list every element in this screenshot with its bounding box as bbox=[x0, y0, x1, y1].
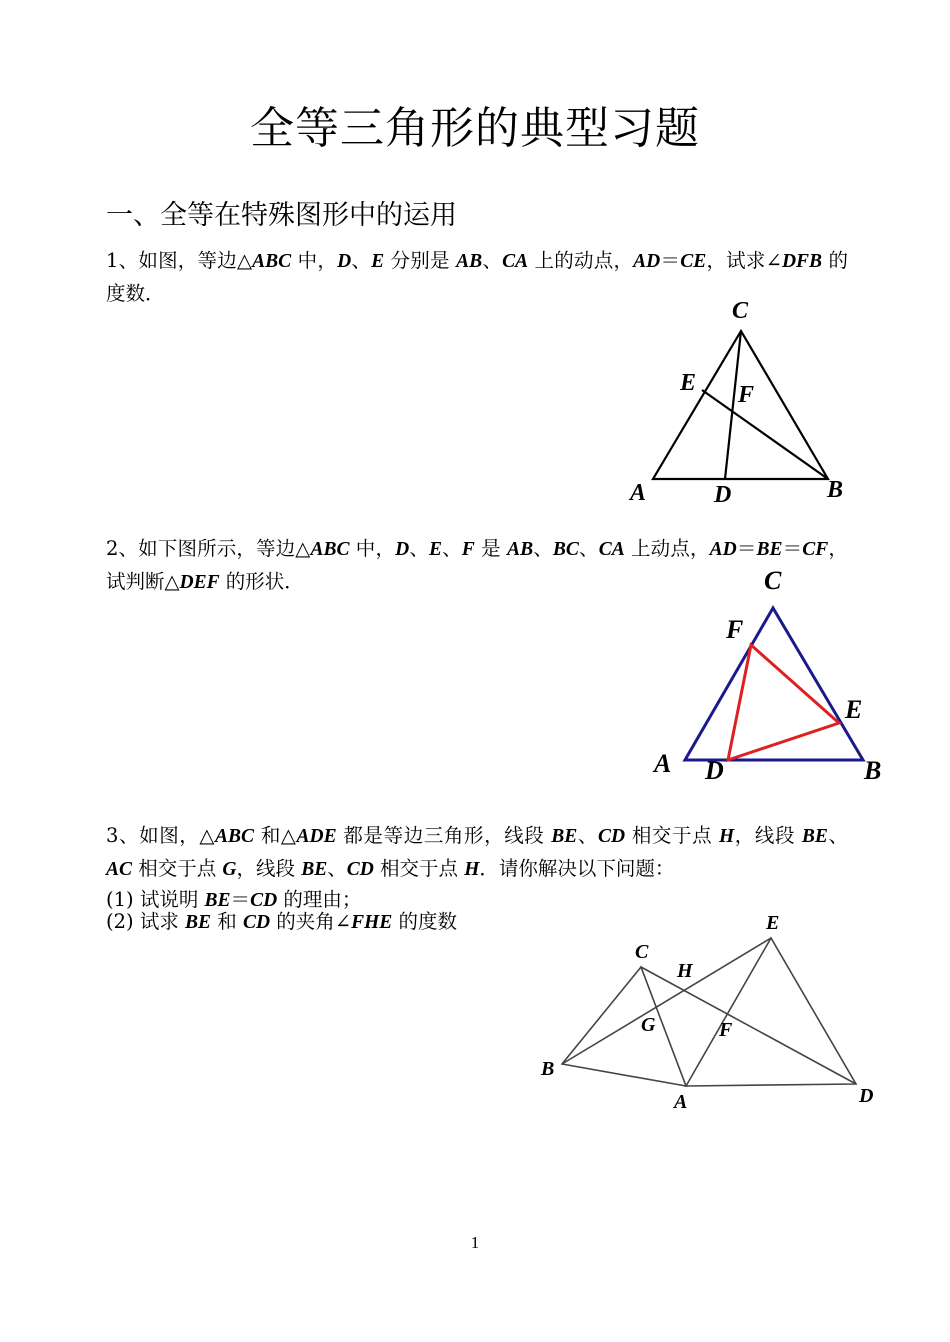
label-e: E bbox=[845, 695, 863, 724]
segment-cd bbox=[641, 967, 856, 1084]
label-b: B bbox=[827, 477, 844, 503]
label-a: A bbox=[630, 480, 647, 506]
section-heading: 一、全等在特殊图形中的运用 bbox=[106, 200, 457, 231]
problem-3-figure bbox=[535, 905, 895, 1120]
triangle-def bbox=[728, 645, 839, 760]
problem-1-figure bbox=[620, 290, 860, 515]
label-e: E bbox=[766, 912, 780, 934]
label-d: D bbox=[705, 756, 724, 785]
label-c: C bbox=[764, 566, 782, 595]
label-d: D bbox=[859, 1085, 874, 1107]
problem-1-text: 1、如图，等边△ABC 中，D、E 分别是 AB、CA 上的动点，AD＝CE，试求∠DFB 的度数． bbox=[106, 249, 848, 305]
page-title: 全等三角形的典型习题 bbox=[250, 103, 700, 154]
triangle-ade bbox=[686, 938, 856, 1086]
problem-3-question-2: (2) 试求 BE 和 CD 的夹角∠FHE 的度数 bbox=[106, 910, 457, 933]
problem-3-text: 3、如图，△ABC 和△ADE 都是等边三角形，线段 BE、CD 相交于点 H，线段 BE、AC 相交于点 G，线段 BE、CD 相交于点 H．请你解决以下问题： bbox=[106, 824, 848, 880]
label-c: C bbox=[635, 941, 649, 963]
segment-be bbox=[562, 938, 771, 1064]
triangle-abc bbox=[685, 608, 863, 760]
label-f: F bbox=[738, 382, 755, 408]
page-number: 1 bbox=[470, 1233, 480, 1252]
label-f: F bbox=[726, 615, 744, 644]
label-h: H bbox=[677, 960, 693, 982]
label-c: C bbox=[732, 298, 749, 324]
label-g: G bbox=[641, 1014, 656, 1036]
label-f: F bbox=[719, 1019, 733, 1041]
problem-2-figure bbox=[650, 565, 890, 790]
label-b: B bbox=[864, 756, 882, 785]
label-a: A bbox=[654, 749, 672, 778]
label-d: D bbox=[714, 482, 732, 508]
problem-2-text: 2、如下图所示，等边△ABC 中，D、E、F 是 AB、BC、CA 上动点，AD＝BE＝CF，试判断△DEF 的形状． bbox=[106, 537, 848, 593]
problem-3-question-1: (1) 试说明 BE＝CD 的理由； bbox=[106, 888, 362, 911]
segment-be bbox=[702, 390, 828, 479]
label-a: A bbox=[674, 1091, 688, 1113]
label-e: E bbox=[680, 370, 697, 396]
label-b: B bbox=[541, 1058, 555, 1080]
